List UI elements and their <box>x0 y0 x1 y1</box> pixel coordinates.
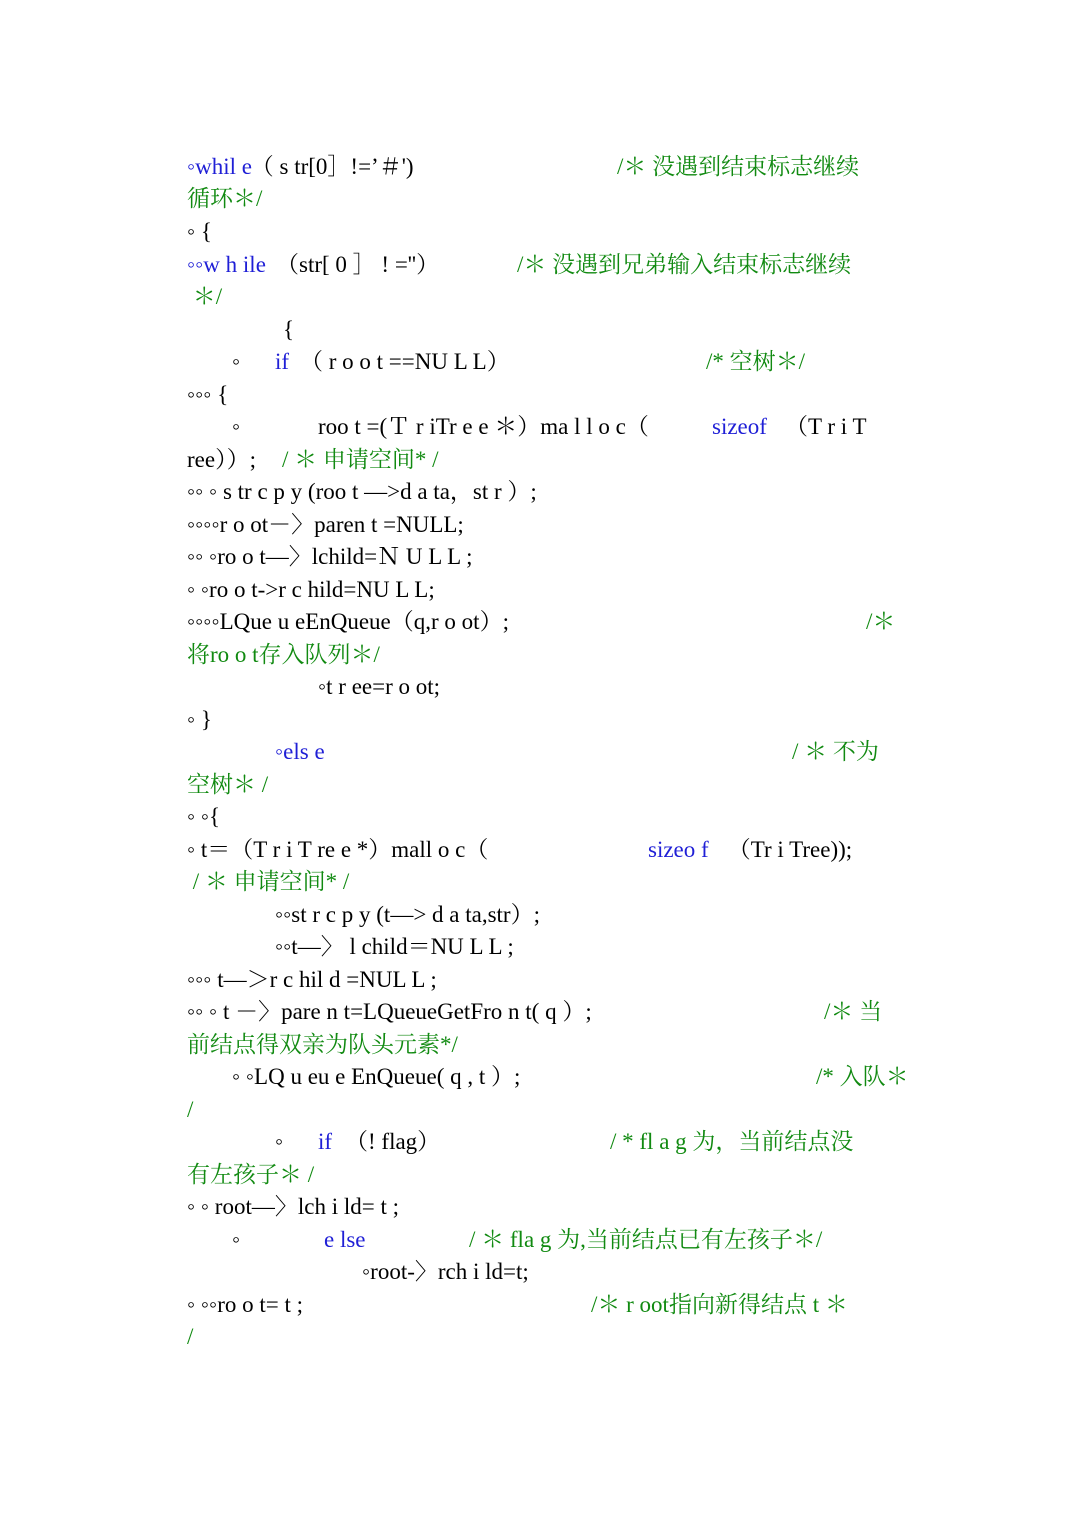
code-text: （! flag） <box>345 1129 446 1154</box>
code-text: （T r i T <box>785 414 867 439</box>
code-comment: 前结点得双亲为队头元素*/ <box>187 1032 458 1057</box>
code-text: ◦ ◦ro o t->r c hild=NU L L; <box>187 577 435 602</box>
code-text: （str[ 0 ］ ! =''） <box>276 252 445 277</box>
code-text: ◦ ◦LQ u eu e EnQueue( q , t ）; <box>232 1064 527 1089</box>
code-comment: ＊/ <box>187 284 223 309</box>
code-text: ◦◦◦ t—＞r c hil d =NUL L ; <box>187 967 437 992</box>
code-comment: 有左孩子＊ / <box>187 1162 315 1187</box>
code-text: ◦◦ ◦ro o t—〉lchild=Ｎ U L L ; <box>187 544 473 569</box>
code-keyword: e lse <box>324 1227 366 1252</box>
code-comment: 空树＊ / <box>187 772 269 797</box>
code-text: ◦◦◦◦r o ot－〉paren t =NULL; <box>187 512 464 537</box>
code-comment: 循环＊/ <box>187 186 263 211</box>
code-text: ◦◦ ◦ t －〉pare n t=LQueueGetFro n t( q ）; <box>187 999 598 1024</box>
code-keyword: ◦els e <box>275 739 325 764</box>
code-keyword: ◦◦w h ile <box>187 252 266 277</box>
code-comment: / ＊ 申请空间* / <box>282 447 439 472</box>
code-text: ◦ ◦{ <box>187 804 221 829</box>
code-comment: / ＊ fla g 为,当前结点已有左孩子＊/ <box>469 1227 823 1252</box>
code-text: ◦ t＝（T r i T re e *）mall o c（ <box>187 837 489 862</box>
code-comment: / ＊ 不为 <box>792 739 879 764</box>
code-text: （ s tr[0］!=’＃') <box>245 154 420 179</box>
code-keyword: sizeo f <box>648 837 709 862</box>
code-comment: /＊ 当 <box>824 999 883 1024</box>
code-text: ◦ <box>232 349 241 374</box>
code-comment: / * fl a g 为，当前结点没 <box>610 1129 854 1154</box>
code-comment: /＊ 没遇到兄弟输入结束标志继续 <box>517 252 852 277</box>
code-text: ree））; <box>187 447 262 472</box>
code-text: ◦root-〉rch i ld=t; <box>362 1259 529 1284</box>
code-comment: / ＊ 申请空间* / <box>187 869 350 894</box>
code-comment: /* 空树＊/ <box>706 349 806 374</box>
code-comment: / <box>187 1097 194 1122</box>
code-text: ◦◦◦ { <box>187 382 229 407</box>
code-comment: /＊ 没遇到结束标志继续 <box>617 154 860 179</box>
code-text: ◦ <box>232 1227 246 1252</box>
code-comment: /* 入队＊ <box>816 1064 909 1089</box>
code-text: ◦◦◦◦LQue u eEnQueue（q,r o ot）; <box>187 609 515 634</box>
code-text: ◦ <box>232 414 241 439</box>
code-comment: /＊ <box>866 609 896 634</box>
code-text: ◦t r ee=r o ot; <box>318 674 441 699</box>
code-keyword: if <box>275 349 290 374</box>
code-keyword: sizeof <box>712 414 767 439</box>
code-keyword: if <box>318 1129 333 1154</box>
code-text: roo t =(Ｔ r iTr e e ＊）ma l l o c（ <box>318 414 649 439</box>
code-text: （ r o o t ==NU L L） <box>300 349 516 374</box>
code-text: ◦ } <box>187 707 212 732</box>
code-text: { <box>283 317 295 342</box>
code-comment: /＊ r oot指向新得结点 t ＊ <box>591 1292 848 1317</box>
code-text: ◦◦t—〉 l child＝NU L L ; <box>275 934 514 959</box>
code-text: ◦ ◦ root—〉lch i ld= t ; <box>187 1194 399 1219</box>
code-text <box>371 1225 377 1255</box>
code-text: ◦ ◦◦ro o t= t ; <box>187 1292 309 1317</box>
code-keyword: ◦whil e <box>187 154 253 179</box>
code-text: ◦◦ ◦ s tr c p y (roo t —>d a ta，st r ）; <box>187 479 537 504</box>
code-text: ◦ <box>275 1129 289 1154</box>
code-comment: 将ro o t存入队列＊/ <box>187 642 380 667</box>
code-text: （Tr i Tree)); <box>722 837 853 862</box>
code-text: ◦ { <box>187 219 212 244</box>
code-text: ◦◦st r c p y (t—> d a ta,str）; <box>275 902 540 927</box>
code-comment: / <box>187 1324 194 1349</box>
